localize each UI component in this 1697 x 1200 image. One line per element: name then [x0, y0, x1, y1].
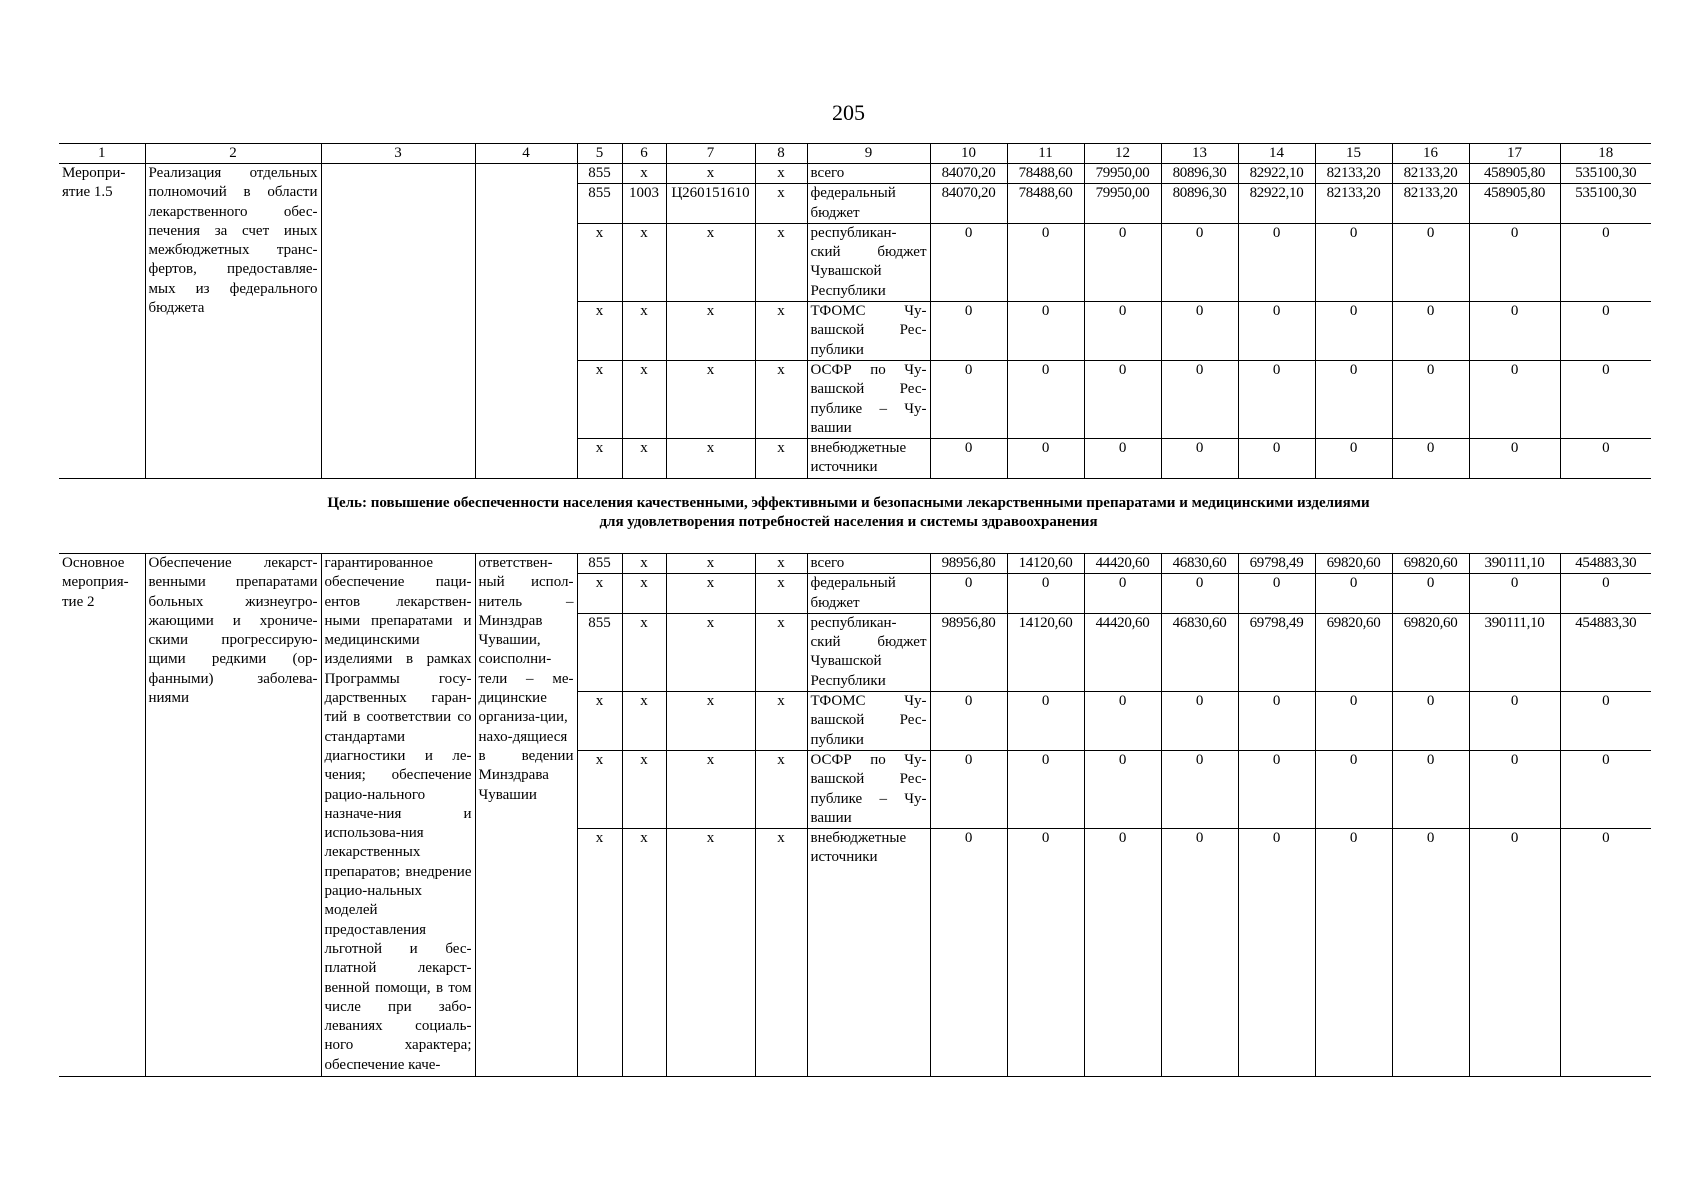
amount-cell: 14120,60 [1007, 613, 1084, 691]
event-name-cell: Меропри-ятие 1.5 [59, 164, 145, 479]
section-code-cell: x [622, 554, 666, 574]
grbs-code-cell: 855 [577, 184, 622, 224]
target-article-cell: x [666, 360, 755, 438]
amount-cell: 0 [930, 439, 1007, 479]
amount-cell: 0 [1469, 223, 1560, 301]
funding-source-cell: федеральный бюджет [807, 184, 930, 224]
amount-cell: 0 [1238, 439, 1315, 479]
amount-cell: 80896,30 [1161, 164, 1238, 184]
column-number-10: 10 [930, 144, 1007, 164]
amount-cell: 0 [930, 360, 1007, 438]
target-article-cell: x [666, 692, 755, 751]
column-number-9: 9 [807, 144, 930, 164]
grbs-code-cell: x [577, 439, 622, 479]
column-number-8: 8 [755, 144, 807, 164]
amount-cell: 0 [1084, 302, 1161, 361]
amount-cell: 46830,60 [1161, 613, 1238, 691]
grbs-code-cell: x [577, 574, 622, 614]
responsible-executor-cell: ответствен-ный испол-нитель – Минздрав Чувашии, соисполни-тели – ме-дицинские организа-ции, нахо-дящиеся в ведении Минздрава Чувашии [475, 554, 577, 1077]
amount-cell: 0 [1161, 692, 1238, 751]
amount-cell: 0 [1469, 302, 1560, 361]
amount-cell: 69820,60 [1315, 554, 1392, 574]
amount-cell: 46830,60 [1161, 554, 1238, 574]
target-article-cell: Ц260151610 [666, 184, 755, 224]
amount-cell: 0 [1392, 223, 1469, 301]
funding-source-cell: ОСФР по Чу-вашской Рес-публике – Чу-вашии [807, 360, 930, 438]
amount-cell: 78488,60 [1007, 164, 1084, 184]
event-name-cell: Основное мероприя-тие 2 [59, 554, 145, 1077]
amount-cell: 0 [1315, 360, 1392, 438]
amount-cell: 0 [930, 302, 1007, 361]
amount-cell: 0 [1084, 750, 1161, 828]
grbs-code-cell: x [577, 223, 622, 301]
section-code-cell: x [622, 692, 666, 751]
amount-cell: 0 [1392, 692, 1469, 751]
section-code-cell: x [622, 613, 666, 691]
amount-cell: 0 [1238, 692, 1315, 751]
section-code-cell: 1003 [622, 184, 666, 224]
amount-cell: 69798,49 [1238, 554, 1315, 574]
amount-cell: 0 [1161, 574, 1238, 614]
grbs-code-cell: x [577, 750, 622, 828]
expense-type-cell: x [755, 223, 807, 301]
amount-cell: 458905,80 [1469, 184, 1560, 224]
amount-cell: 69798,49 [1238, 613, 1315, 691]
amount-cell: 0 [1238, 829, 1315, 1077]
amount-cell: 0 [1560, 692, 1651, 751]
target-article-cell: x [666, 750, 755, 828]
amount-cell: 458905,80 [1469, 164, 1560, 184]
amount-cell: 0 [1392, 439, 1469, 479]
expense-type-cell: x [755, 554, 807, 574]
amount-cell: 454883,30 [1560, 554, 1651, 574]
target-article-cell: x [666, 613, 755, 691]
expense-type-cell: x [755, 184, 807, 224]
budget-table-block-1 [59, 143, 1651, 479]
amount-cell: 69820,60 [1315, 613, 1392, 691]
page-number: 205 [832, 100, 865, 125]
amount-cell: 0 [1469, 692, 1560, 751]
amount-cell: 98956,80 [930, 554, 1007, 574]
amount-cell: 0 [1161, 360, 1238, 438]
responsible-executor-cell [475, 164, 577, 479]
amount-cell: 0 [1238, 574, 1315, 614]
column-number-1: 1 [59, 144, 145, 164]
column-number-14: 14 [1238, 144, 1315, 164]
amount-cell: 0 [1315, 692, 1392, 751]
amount-cell: 0 [1161, 439, 1238, 479]
grbs-code-cell: x [577, 360, 622, 438]
column-number-6: 6 [622, 144, 666, 164]
amount-cell: 79950,00 [1084, 184, 1161, 224]
amount-cell: 98956,80 [930, 613, 1007, 691]
target-article-cell: x [666, 554, 755, 574]
expense-type-cell: x [755, 302, 807, 361]
amount-cell: 0 [1560, 439, 1651, 479]
amount-cell: 535100,30 [1560, 164, 1651, 184]
amount-cell: 69820,60 [1392, 554, 1469, 574]
grbs-code-cell: 855 [577, 164, 622, 184]
column-number-15: 15 [1315, 144, 1392, 164]
amount-cell: 44420,60 [1084, 554, 1161, 574]
amount-cell: 82133,20 [1315, 184, 1392, 224]
amount-cell: 0 [930, 223, 1007, 301]
amount-cell: 0 [1007, 750, 1084, 828]
amount-cell: 44420,60 [1084, 613, 1161, 691]
funding-source-cell: всего [807, 164, 930, 184]
grbs-code-cell: 855 [577, 613, 622, 691]
amount-cell: 82133,20 [1392, 184, 1469, 224]
target-article-cell: x [666, 439, 755, 479]
funding-source-cell: ТФОМС Чу-вашской Рес-публики [807, 692, 930, 751]
expense-type-cell: x [755, 439, 807, 479]
amount-cell: 0 [1315, 829, 1392, 1077]
goal-heading [0, 494, 1697, 532]
column-number-11: 11 [1007, 144, 1084, 164]
amount-cell: 0 [1392, 360, 1469, 438]
amount-cell: 0 [930, 692, 1007, 751]
column-number-16: 16 [1392, 144, 1469, 164]
column-number-2: 2 [145, 144, 321, 164]
amount-cell: 0 [930, 574, 1007, 614]
grbs-code-cell: x [577, 692, 622, 751]
grbs-code-cell: 855 [577, 554, 622, 574]
amount-cell: 0 [1560, 223, 1651, 301]
amount-cell: 0 [1161, 829, 1238, 1077]
amount-cell: 0 [1315, 750, 1392, 828]
amount-cell: 0 [1392, 829, 1469, 1077]
amount-cell: 0 [1238, 750, 1315, 828]
amount-cell: 0 [1084, 829, 1161, 1077]
expense-type-cell: x [755, 750, 807, 828]
amount-cell: 14120,60 [1007, 554, 1084, 574]
amount-cell: 82922,10 [1238, 164, 1315, 184]
amount-cell: 0 [1007, 439, 1084, 479]
amount-cell: 0 [1007, 360, 1084, 438]
table-row [59, 164, 1651, 184]
amount-cell: 82133,20 [1315, 164, 1392, 184]
column-number-17: 17 [1469, 144, 1560, 164]
table-row [59, 554, 1651, 574]
amount-cell: 0 [1007, 302, 1084, 361]
amount-cell: 0 [1560, 302, 1651, 361]
column-number-12: 12 [1084, 144, 1161, 164]
column-number-header [59, 144, 1651, 164]
amount-cell: 0 [1469, 829, 1560, 1077]
section-code-cell: x [622, 574, 666, 614]
amount-cell: 0 [1469, 574, 1560, 614]
amount-cell: 0 [930, 750, 1007, 828]
target-article-cell: x [666, 223, 755, 301]
amount-cell: 0 [1560, 574, 1651, 614]
amount-cell: 0 [1084, 223, 1161, 301]
goal-heading-line-1: Цель: повышение обеспеченности населения качественными, эффективными и безопасными лекарственными препаратами и медицинскими изделиями [327, 495, 1370, 511]
section-code-cell: x [622, 829, 666, 1077]
event-description-cell: Обеспечение лекарст-венными препаратами больных жизнеугро-жающими и хрониче-скими прогрессирую-щими редкими (ор-фанными) заболева-ниями [145, 554, 321, 1077]
expected-result-cell [321, 164, 475, 479]
event-description-cell: Реализация отдельных полномочий в области лекарственного обес-печения за счет иных межбюджетных транс-фертов, предоставляе-мых из федерального бюджета [145, 164, 321, 479]
column-number-3: 3 [321, 144, 475, 164]
target-article-cell: x [666, 829, 755, 1077]
funding-source-cell: всего [807, 554, 930, 574]
funding-source-cell: республикан-ский бюджет Чувашской Республики [807, 223, 930, 301]
amount-cell: 84070,20 [930, 164, 1007, 184]
amount-cell: 0 [1161, 750, 1238, 828]
amount-cell: 0 [1469, 360, 1560, 438]
amount-cell: 0 [1392, 750, 1469, 828]
expense-type-cell: x [755, 360, 807, 438]
amount-cell: 69820,60 [1392, 613, 1469, 691]
amount-cell: 390111,10 [1469, 613, 1560, 691]
section-code-cell: x [622, 302, 666, 361]
goal-heading-line-2: для удовлетворения потребностей населения и системы здравоохранения [599, 514, 1098, 530]
section-code-cell: x [622, 223, 666, 301]
section-code-cell: x [622, 439, 666, 479]
amount-cell: 454883,30 [1560, 613, 1651, 691]
grbs-code-cell: x [577, 302, 622, 361]
amount-cell: 0 [1392, 574, 1469, 614]
amount-cell: 0 [1084, 439, 1161, 479]
column-number-7: 7 [666, 144, 755, 164]
amount-cell: 0 [1315, 574, 1392, 614]
amount-cell: 0 [1238, 302, 1315, 361]
expense-type-cell: x [755, 692, 807, 751]
amount-cell: 390111,10 [1469, 554, 1560, 574]
expense-type-cell: x [755, 574, 807, 614]
amount-cell: 0 [1560, 750, 1651, 828]
amount-cell: 0 [1560, 829, 1651, 1077]
column-number-4: 4 [475, 144, 577, 164]
funding-source-cell: ТФОМС Чу-вашской Рес-публики [807, 302, 930, 361]
target-article-cell: x [666, 574, 755, 614]
column-number-13: 13 [1161, 144, 1238, 164]
amount-cell: 535100,30 [1560, 184, 1651, 224]
amount-cell: 82922,10 [1238, 184, 1315, 224]
column-number-18: 18 [1560, 144, 1651, 164]
expense-type-cell: x [755, 613, 807, 691]
amount-cell: 0 [1007, 829, 1084, 1077]
amount-cell: 0 [1084, 360, 1161, 438]
amount-cell: 78488,60 [1007, 184, 1084, 224]
amount-cell: 0 [1469, 439, 1560, 479]
amount-cell: 0 [1238, 360, 1315, 438]
amount-cell: 0 [1238, 223, 1315, 301]
amount-cell: 0 [1084, 692, 1161, 751]
amount-cell: 0 [1560, 360, 1651, 438]
grbs-code-cell: x [577, 829, 622, 1077]
amount-cell: 0 [1315, 302, 1392, 361]
target-article-cell: x [666, 302, 755, 361]
amount-cell: 79950,00 [1084, 164, 1161, 184]
amount-cell: 80896,30 [1161, 184, 1238, 224]
funding-source-cell: республикан-ский бюджет Чувашской Республики [807, 613, 930, 691]
amount-cell: 0 [1392, 302, 1469, 361]
funding-source-cell: внебюджетные источники [807, 829, 930, 1077]
amount-cell: 0 [1007, 223, 1084, 301]
funding-source-cell: внебюджетные источники [807, 439, 930, 479]
expected-result-cell: гарантированное обеспечение паци-ентов лекарствен-ными препаратами и медицинскими изделиями в рамках Программы госу-дарственных гаран-тий в соответствии со стандартами диагностики и ле-чения; обеспечение рацио-нального назначе-ния и использова-ния лекарственных препаратов; внедрение рацио-нальных моделей предоставления льготной и бес-платной лекарст-венной помощи, в том числе при забо-леваниях социаль-ного характера; обеспечение каче- [321, 554, 475, 1077]
amount-cell: 0 [930, 829, 1007, 1077]
funding-source-cell: федеральный бюджет [807, 574, 930, 614]
expense-type-cell: x [755, 164, 807, 184]
amount-cell: 84070,20 [930, 184, 1007, 224]
funding-source-cell: ОСФР по Чу-вашской Рес-публике – Чу-вашии [807, 750, 930, 828]
amount-cell: 82133,20 [1392, 164, 1469, 184]
expense-type-cell: x [755, 829, 807, 1077]
amount-cell: 0 [1084, 574, 1161, 614]
amount-cell: 0 [1315, 439, 1392, 479]
amount-cell: 0 [1469, 750, 1560, 828]
amount-cell: 0 [1161, 302, 1238, 361]
column-number-5: 5 [577, 144, 622, 164]
section-code-cell: x [622, 164, 666, 184]
section-code-cell: x [622, 750, 666, 828]
target-article-cell: x [666, 164, 755, 184]
amount-cell: 0 [1007, 574, 1084, 614]
amount-cell: 0 [1315, 223, 1392, 301]
section-code-cell: x [622, 360, 666, 438]
budget-table-block-2 [59, 553, 1651, 1077]
amount-cell: 0 [1161, 223, 1238, 301]
amount-cell: 0 [1007, 692, 1084, 751]
